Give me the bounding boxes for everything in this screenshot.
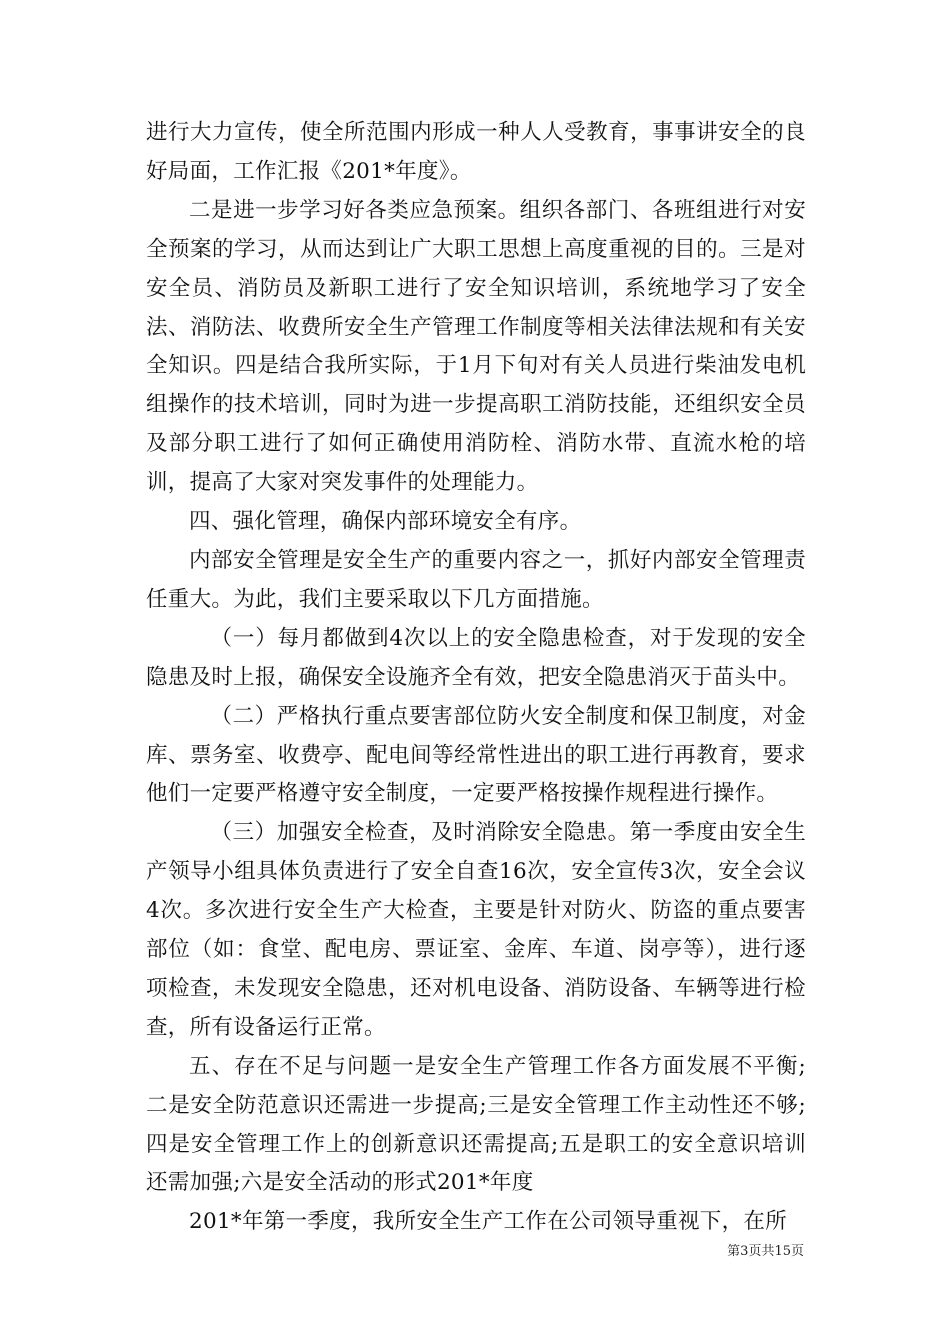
document-body bbox=[146, 114, 806, 1242]
paragraph-measure-3: （三）加强安全检查，及时消除安全隐患。第一季度由安全生产领导小组具体负责进行了安全自查16次，安全宣传3次，安全会议4次。多次进行安全生产大检查，主要是针对防火、防盗的重点要害部位（如：食堂、配电房、票证室、金库、车道、岗亭等），进行逐项检查，未发现安全隐患，还对机电设备、消防设备、车辆等进行检查，所有设备运行正常。 bbox=[146, 820, 806, 1040]
paragraph-measure-2: （二）严格执行重点要害部位防火安全制度和保卫制度，对金库、票务室、收费亭、配电间等经常性进出的职工进行再教育，要求他们一定要严格遵守安全制度，一定要严格按操作规程进行操作。 bbox=[146, 703, 806, 807]
paragraph-publicity: 进行大力宣传，使全所范围内形成一种人人受教育，事事讲安全的良好局面，工作汇报《201*年度》。 bbox=[146, 120, 806, 184]
paragraph-training: 二是进一步学习好各类应急预案。组织各部门、各班组进行对安全预案的学习，从而达到让广大职工思想上高度重视的目的。三是对安全员、消防员及新职工进行了安全知识培训，系统地学习了安全法、消防法、收费所安全生产管理工作制度等相关法律法规和有关安全知识。四是结合我所实际，于1月下旬对有关人员进行柴油发电机组操作的技术培训，同时为进一步提高职工消防技能，还组织安全员及部分职工进行了如何正确使用消防栓、消防水带、直流水枪的培训，提高了大家对突发事件的处理能力。 bbox=[146, 197, 806, 496]
page-number: 第3页共15页 bbox=[727, 1244, 804, 1259]
paragraph-quarter-summary: 201*年第一季度，我所安全生产工作在公司领导重视下，在所 bbox=[189, 1209, 787, 1235]
section-heading-management: 四、强化管理，确保内部环境安全有序。 bbox=[189, 509, 582, 535]
paragraph-internal-safety: 内部安全管理是安全生产的重要内容之一，抓好内部安全管理责任重大。为此，我们主要采取以下几方面措施。 bbox=[146, 547, 806, 612]
paragraph-problems: 五、存在不足与问题一是安全生产管理工作各方面发展不平衡;二是安全防范意识还需进一步提高;三是安全管理工作主动性还不够;四是安全管理工作上的创新意识还需提高;五是职工的安全意识培训还需加强;六是安全活动的形式201*年度 bbox=[146, 1053, 806, 1196]
paragraph-measure-1: （一）每月都做到4次以上的安全隐患检查，对于发现的安全隐患及时上报，确保安全设施齐全有效，把安全隐患消灭于苗头中。 bbox=[146, 625, 806, 690]
